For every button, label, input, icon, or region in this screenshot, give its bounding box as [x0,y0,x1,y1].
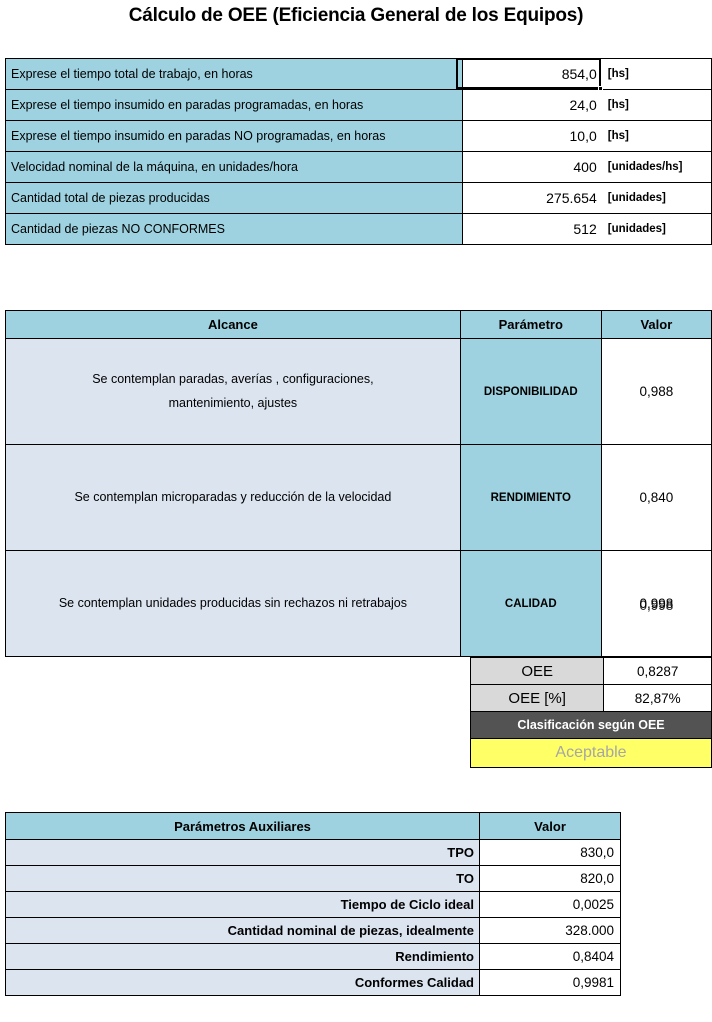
input-value-3[interactable]: 400 [462,152,603,183]
aux-value-3: 328.000 [480,918,621,944]
table-row [6,970,621,996]
input-unit-4: [unidades] [603,183,712,214]
aux-label-1: TO [6,866,480,892]
input-label-1: Exprese el tiempo insumido en paradas programadas, en horas [6,90,463,121]
input-value-5[interactable]: 512 [462,214,603,245]
parameter-name-0: DISPONIBILIDAD [460,339,601,445]
input-label-0: Exprese el tiempo total de trabajo, en horas [6,59,463,90]
input-unit-0: [hs] [603,59,712,90]
auxiliary-parameters-table [5,812,621,996]
parameter-name-1: RENDIMIENTO [460,445,601,551]
table-row [471,739,712,768]
input-label-4: Cantidad total de piezas producidas [6,183,463,214]
parameter-name-2: CALIDAD [460,551,601,657]
table-row [6,59,712,90]
aux-value-0: 830,0 [480,840,621,866]
table-row [6,551,712,657]
scope-line-1: Se contemplan unidades producidas sin rechazos ni retrabajos [58,595,407,610]
table-row [6,918,621,944]
table-row [6,152,712,183]
parameter-scope-0 [6,339,461,445]
oee-label: OEE [471,658,604,685]
parameter-value-2 [601,551,711,657]
page-title: Cálculo de OEE (Eficiencia General de los Equipos) [128,5,584,26]
input-value-0[interactable]: 854,0 [462,59,603,90]
column-header-aux-label: Parámetros Auxiliares [6,813,480,840]
table-row [6,944,621,970]
scope-line-2: mantenimiento, ajustes [168,395,298,410]
table-row [6,892,621,918]
table-row [6,183,712,214]
oee-parameters-table [5,310,712,657]
table-row [6,214,712,245]
oee-percent-label: OEE [%] [471,685,604,712]
table-row [6,840,621,866]
table-row [471,712,712,739]
table-row [6,339,712,445]
table-row [6,866,621,892]
aux-label-4: Rendimiento [6,944,480,970]
scope-line-1: Se contemplan microparadas y reducción de la velocidad [74,489,392,504]
parameter-scope-2 [6,551,461,657]
table-row [6,121,712,152]
scope-line-1: Se contemplan paradas, averías , configuraciones, [92,372,374,387]
column-header-aux-value: Valor [480,813,621,840]
input-unit-5: [unidades] [603,214,712,245]
oee-percent-value: 82,87% [604,685,712,712]
aux-label-3: Cantidad nominal de piezas, idealmente [6,918,480,944]
table-row [471,658,712,685]
input-label-2: Exprese el tiempo insumido en paradas NO programadas, en horas [6,121,463,152]
parameter-value-1: 0,840 [601,445,711,551]
parameter-scope-1 [6,445,461,551]
input-unit-1: [hs] [603,90,712,121]
input-label-3: Velocidad nominal de la máquina, en unidades/hora [6,152,463,183]
parameter-value-2-text: 0,998 0,998 [639,596,673,611]
oee-value: 0,8287 [604,658,712,685]
input-value-4[interactable]: 275.654 [462,183,603,214]
aux-value-5: 0,9981 [480,970,621,996]
column-header-valor: Valor [601,311,711,339]
aux-value-2: 0,0025 [480,892,621,918]
fill-handle[interactable] [598,86,603,91]
parameter-value-0: 0,988 [601,339,711,445]
table-header-row [6,311,712,339]
status-badge: Aceptable [471,739,712,768]
table-row [6,90,712,121]
oee-summary-table [470,657,712,768]
aux-label-0: TPO [6,840,480,866]
input-label-5: Cantidad de piezas NO CONFORMES [6,214,463,245]
input-unit-3: [unidades/hs] [603,152,712,183]
aux-value-1: 820,0 [480,866,621,892]
table-header-row [6,813,621,840]
classification-header: Clasificación según OEE [471,712,712,739]
input-value-2[interactable]: 10,0 [462,121,603,152]
input-value-1[interactable]: 24,0 [462,90,603,121]
aux-label-2: Tiempo de Ciclo ideal [6,892,480,918]
input-parameters-table [5,58,712,245]
table-row [471,685,712,712]
column-header-parametro: Parámetro [460,311,601,339]
aux-label-5: Conformes Calidad [6,970,480,996]
column-header-alcance: Alcance [6,311,461,339]
input-unit-2: [hs] [603,121,712,152]
aux-value-4: 0,8404 [480,944,621,970]
table-row [6,445,712,551]
